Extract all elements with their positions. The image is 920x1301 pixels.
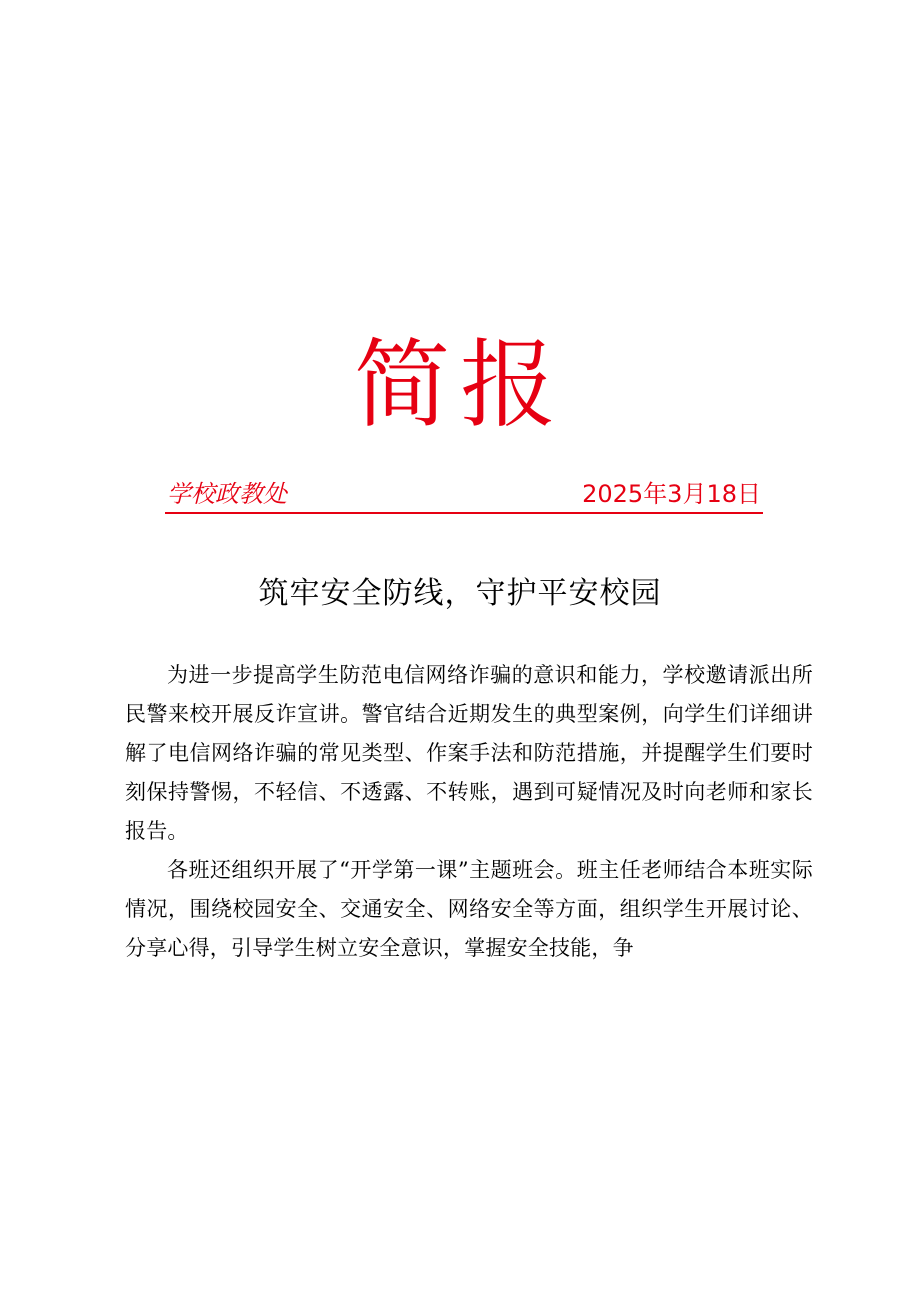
article-headline: 筑牢安全防线，守护平安校园 [258, 576, 662, 611]
article-paragraph: 各班还组织开展了“开学第一课”主题班会。班主任老师结合本班实际情况，围绕校园安全、交通安全、网络安全等方面，组织学生开展讨论、分享心得，引导学生树立安全意识，掌握安全技能，争 [125, 858, 813, 960]
issuer-name: 学校政教处 [167, 480, 287, 508]
issue-date: 2025年3月18日 [582, 480, 761, 508]
issuer-row [165, 478, 763, 514]
masthead-title: 简报 [354, 329, 566, 441]
article-body [125, 656, 813, 968]
article-paragraph: 为进一步提高学生防范电信网络诈骗的意识和能力，学校邀请派出所民警来校开展反诈宣讲。警官结合近期发生的典型案例，向学生们详细讲解了电信网络诈骗的常见类型、作案手法和防范措施，并提醒学生们要时刻保持警惕，不轻信、不透露、不转账，遇到可疑情况及时向老师和家长报告。 [125, 663, 813, 843]
